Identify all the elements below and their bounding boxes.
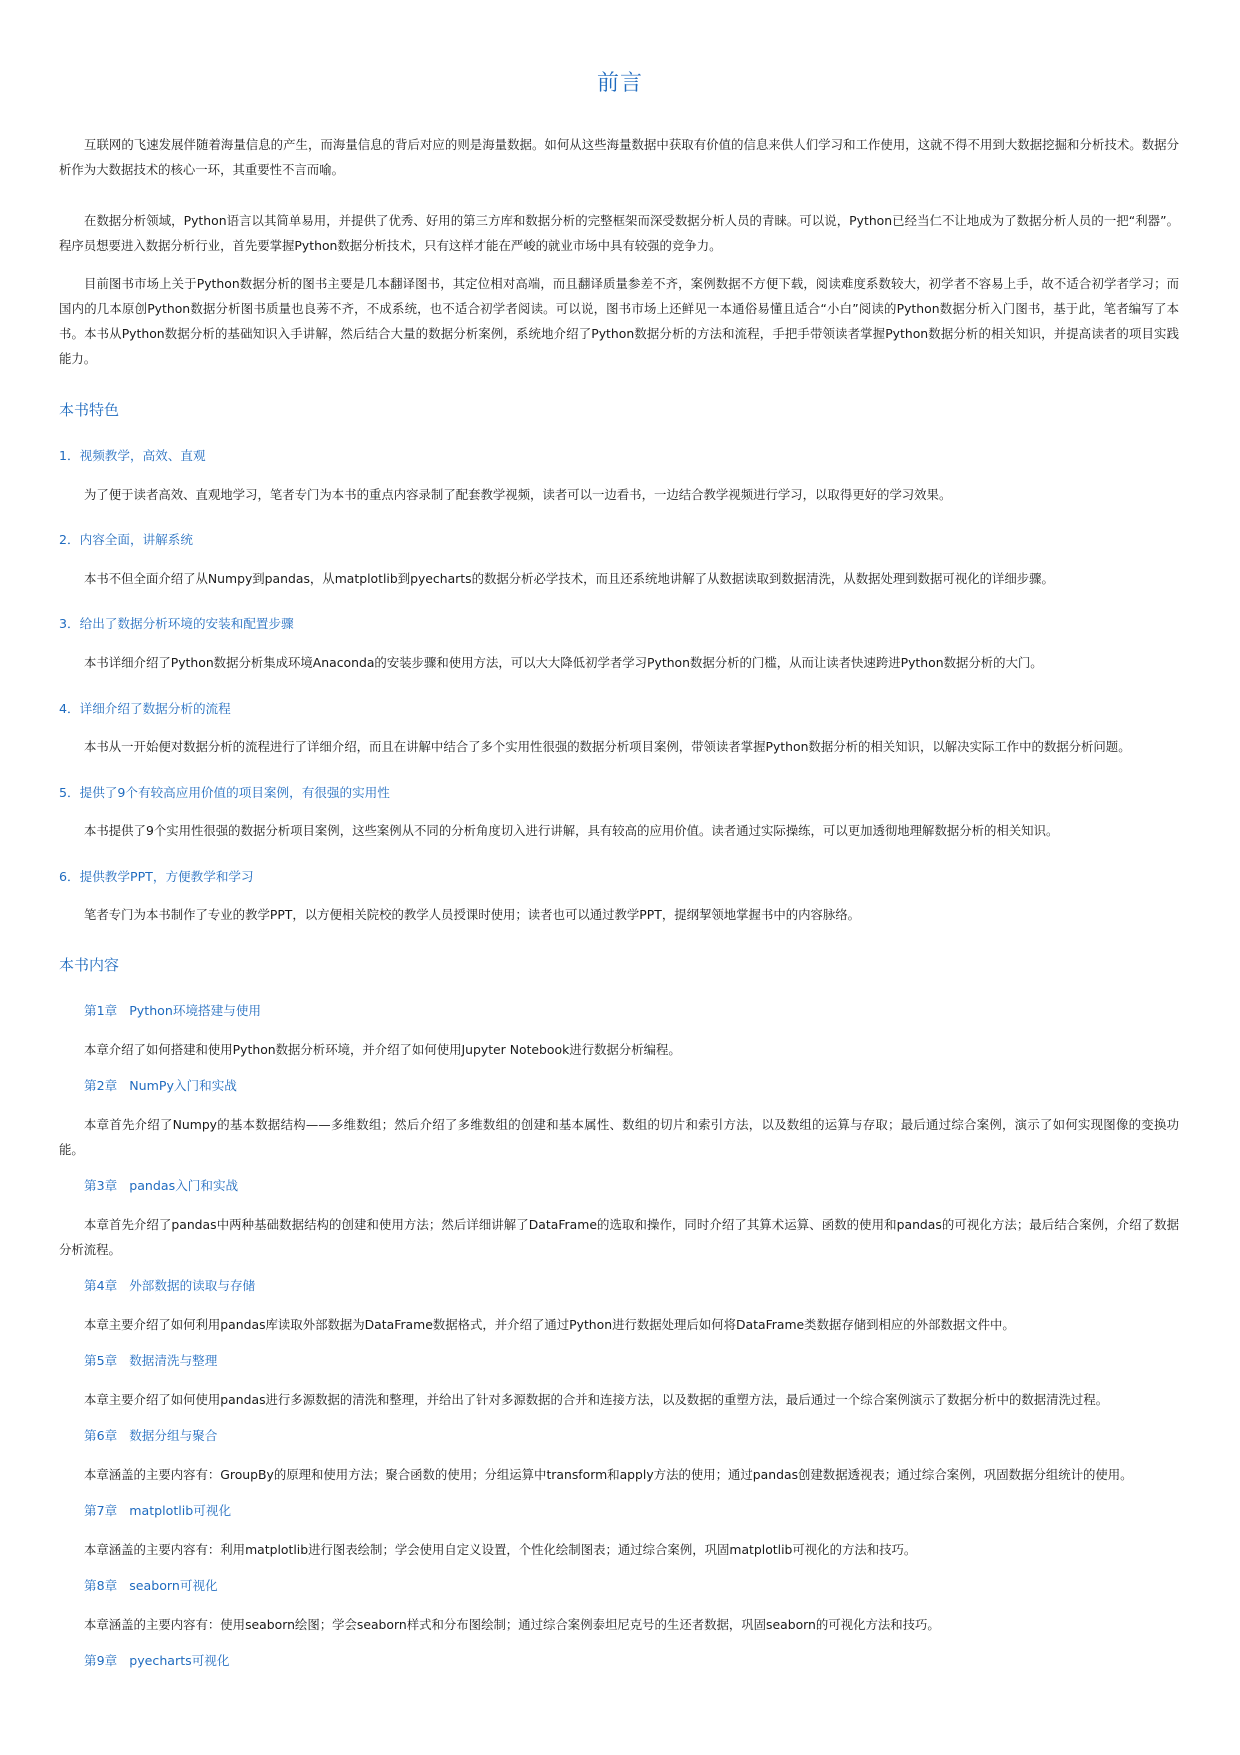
features-heading: 本书特色 (59, 401, 120, 419)
chapter-number: 第7章 (84, 1503, 118, 1518)
chapter-text-6: 本章涵盖的主要内容有：GroupBy的原理和使用方法；聚合函数的使用；分组运算中transform和apply方法的使用；通过pandas创建数据透视表；通过综合案例，巩固数据分组统计的使用。 (84, 1467, 1133, 1482)
feature-title-4: 4．详细介绍了数据分析的流程 (59, 701, 231, 716)
chapter-text-3: 本章首先介绍了pandas中两种基础数据结构的创建和使用方法；然后详细讲解了DataFrame的选取和操作，同时介绍了其算术运算、函数的使用和pandas的可视化方法；最后结合案例，介绍了数据分析流程。 (59, 1217, 1179, 1257)
feature-text-6: 笔者专门为本书制作了专业的教学PPT，以方便相关院校的教学人员授课时使用；读者也可以通过教学PPT，提纲挈领地掌握书中的内容脉络。 (84, 907, 861, 922)
chapter-title-6 (84, 1425, 217, 1444)
chapter-title-7 (84, 1500, 231, 1519)
feature-title-3: 3．给出了数据分析环境的安装和配置步骤 (59, 616, 294, 631)
chapter-title-2 (84, 1075, 237, 1094)
chapter-number: 第5章 (84, 1353, 118, 1368)
chapter-title-9 (84, 1650, 229, 1669)
chapter-text-4: 本章主要介绍了如何利用pandas库读取外部数据为DataFrame数据格式，并介绍了通过Python进行数据处理后如何将DataFrame类数据存储到相应的外部数据文件中。 (84, 1317, 1015, 1332)
feature-text-1: 为了便于读者高效、直观地学习，笔者专门为本书的重点内容录制了配套教学视频，读者可以一边看书，一边结合教学视频进行学习，以取得更好的学习效果。 (84, 487, 952, 502)
chapter-name: 外部数据的读取与存储 (129, 1278, 256, 1293)
intro-paragraph-1: 互联网的飞速发展伴随着海量信息的产生，而海量信息的背后对应的则是海量数据。如何从这些海量数据中获取有价值的信息来供人们学习和工作使用，这就不得不用到大数据挖掘和分析技术。数据分析作为大数据技术的核心一环，其重要性不言而喻。 (59, 137, 1179, 177)
chapter-name: NumPy入门和实战 (129, 1078, 237, 1093)
chapter-number: 第1章 (84, 1003, 118, 1018)
feature-title-6: 6．提供教学PPT，方便教学和学习 (59, 869, 254, 884)
chapter-name: pyecharts可视化 (129, 1653, 230, 1668)
contents-heading: 本书内容 (59, 956, 120, 974)
feature-title-2: 2．内容全面，讲解系统 (59, 532, 193, 547)
chapter-text-2: 本章首先介绍了Numpy的基本数据结构——多维数组；然后介绍了多维数组的创建和基本属性、数组的切片和索引方法，以及数组的运算与存取；最后通过综合案例，演示了如何实现图像的变换功能。 (59, 1117, 1179, 1157)
chapter-number: 第8章 (84, 1578, 118, 1593)
intro-paragraph-2: 在数据分析领域，Python语言以其简单易用，并提供了优秀、好用的第三方库和数据分析的完整框架而深受数据分析人员的青睐。可以说，Python已经当仁不让地成为了数据分析人员的一把“利器”。程序员想要进入数据分析行业，首先要掌握Python数据分析技术，只有这样才能在严峻的就业市场中具有较强的竞争力。 (59, 213, 1179, 253)
chapter-title-3 (84, 1175, 238, 1194)
feature-title-5: 5．提供了9个有较高应用价值的项目案例，有很强的实用性 (59, 785, 390, 800)
chapter-title-1 (84, 1000, 261, 1019)
chapter-name: matplotlib可视化 (129, 1503, 232, 1518)
chapter-number: 第9章 (84, 1653, 118, 1668)
chapter-number: 第6章 (84, 1428, 118, 1443)
feature-title-1: 1．视频教学，高效、直观 (59, 448, 206, 463)
chapter-title-4 (84, 1275, 255, 1294)
chapter-text-1: 本章介绍了如何搭建和使用Python数据分析环境，并介绍了如何使用Jupyter Notebook进行数据分析编程。 (84, 1042, 681, 1057)
chapter-text-5: 本章主要介绍了如何使用pandas进行多源数据的清洗和整理，并给出了针对多源数据的合并和连接方法，以及数据的重塑方法，最后通过一个综合案例演示了数据分析中的数据清洗过程。 (84, 1392, 1109, 1407)
feature-text-2: 本书不但全面介绍了从Numpy到pandas，从matplotlib到pyecharts的数据分析必学技术，而且还系统地讲解了从数据读取到数据清洗，从数据处理到数据可视化的详细步骤。 (84, 571, 1054, 586)
feature-text-5: 本书提供了9个实用性很强的数据分析项目案例，这些案例从不同的分析角度切入进行讲解，具有较高的应用价值。读者通过实际操练，可以更加透彻地理解数据分析的相关知识。 (84, 823, 1059, 838)
chapter-text-8: 本章涵盖的主要内容有：使用seaborn绘图；学会seaborn样式和分布图绘制；通过综合案例泰坦尼克号的生还者数据，巩固seaborn的可视化方法和技巧。 (84, 1617, 940, 1632)
chapter-name: pandas入门和实战 (129, 1178, 239, 1193)
chapter-title-5 (84, 1350, 217, 1369)
chapter-number: 第3章 (84, 1178, 118, 1193)
page-title: 前言 (596, 71, 643, 96)
feature-text-4: 本书从一开始便对数据分析的流程进行了详细介绍，而且在讲解中结合了多个实用性很强的数据分析项目案例，带领读者掌握Python数据分析的相关知识，以解决实际工作中的数据分析问题。 (84, 739, 1131, 754)
chapter-title-8 (84, 1575, 218, 1594)
chapter-number: 第2章 (84, 1078, 118, 1093)
chapter-number: 第4章 (84, 1278, 118, 1293)
intro-paragraph-3: 目前图书市场上关于Python数据分析的图书主要是几本翻译图书，其定位相对高端，而且翻译质量参差不齐，案例数据不方便下载，阅读难度系数较大，初学者不容易上手，故不适合初学者学习；而国内的几本原创Python数据分析图书质量也良莠不齐，不成系统，也不适合初学者阅读。可以说，图书市场上还鲜见一本通俗易懂且适合“小白”阅读的Python数据分析入门图书，基于此，笔者编写了本书。本书从Python数据分析的基础知识入手讲解，然后结合大量的数据分析案例，系统地介绍了Python数据分析的方法和流程，手把手带领读者掌握Python数据分析的相关知识，并提高读者的项目实践能力。 (59, 276, 1179, 366)
chapter-text-7: 本章涵盖的主要内容有：利用matplotlib进行图表绘制；学会使用自定义设置，个性化绘制图表；通过综合案例，巩固matplotlib可视化的方法和技巧。 (84, 1542, 917, 1557)
feature-text-3: 本书详细介绍了Python数据分析集成环境Anaconda的安装步骤和使用方法，可以大大降低初学者学习Python数据分析的门槛，从而让读者快速跨进Python数据分析的大门。 (84, 655, 1043, 670)
chapter-name: seaborn可视化 (129, 1578, 218, 1593)
chapter-name: Python环境搭建与使用 (129, 1003, 262, 1018)
chapter-name: 数据清洗与整理 (129, 1353, 218, 1368)
chapter-name: 数据分组与聚合 (129, 1428, 218, 1443)
